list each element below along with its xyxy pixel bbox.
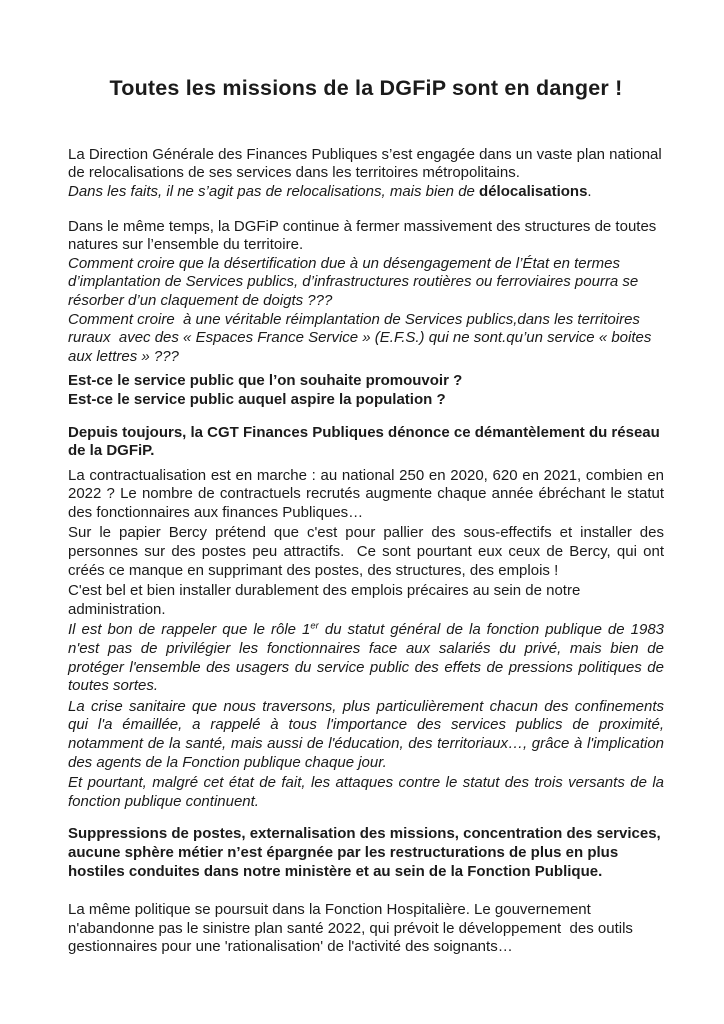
text-run: Suppressions de postes, externalisation des missions, concentration des services, aucune sphère métier n’est épargnée par les restructurations de plus en plus hostiles conduites dans notre ministère et au sein de la Fonction Publique. (68, 825, 661, 880)
paragraph (68, 146, 664, 202)
text-run: Depuis toujours, la CGT Finances Publiques dénonce ce démantèlement du réseau de la DGFiP. (68, 423, 660, 460)
paragraph (68, 372, 664, 409)
paragraph (68, 582, 664, 619)
text-run: Et pourtant, malgré cet état de fait, les attaques contre le statut des trois versants de la fonction publique continuent. (68, 774, 664, 810)
text-run: La crise sanitaire que nous traversons, plus particulièrement chacun des confinements qui l'a émaillée, a rappelé à tous l'importance des services publics de proximité, notamment de la santé, mais aussi de l'éducation, des territoriaux…, grâce à l'implication des agents de la Fonction publique chaque jour. (68, 697, 664, 771)
paragraph (68, 698, 664, 772)
text-run: C'est bel et bien installer durablement des emplois précaires au sein de notre administration. (68, 582, 581, 618)
document-body (68, 146, 664, 957)
paragraph (68, 621, 664, 695)
text-run: Dans le même temps, la DGFiP continue à fermer massivement des structures de toutes natures sur l’ensemble du territoire. (68, 217, 657, 254)
text-run: Comment croire que la désertification due à un désengagement de l’État en termes d’implantation de Services publics, d’infrastructures routières ou ferroviaires pourra se résorber d’un claquement de doigts ??? (68, 254, 639, 309)
paragraph (68, 218, 664, 367)
text-run: La même politique se poursuit dans la Fonction Hospitalière. Le gouvernement n'abandonne pas le sinistre plan santé 2022, qui prévoit le développement des outils gestionnaires pour une 'rationalisation' de l'activité des soignants… (68, 901, 633, 956)
paragraph (68, 524, 664, 580)
document-title: Toutes les missions de la DGFiP sont en danger ! (109, 76, 623, 100)
paragraph (68, 774, 664, 811)
paragraph (68, 467, 664, 523)
text-run: du statut général de la fonction publique de 1983 n'est pas de privilégier les fonctionnaires face aux salariés du privé, mais bien de protéger l'ensemble des usagers du service public des effets de pressions politiques de toutes sortes. (68, 621, 664, 695)
text-run: Dans les faits, il ne s’agit pas de relocalisations, mais bien de (68, 182, 480, 200)
text-run: La Direction Générale des Finances Publiques s’est engagée dans un vaste plan national de relocalisations de ses services dans les territoires métropolitains. (68, 145, 662, 182)
text-run: . (587, 182, 592, 200)
text-run: Sur le papier Bercy prétend que c'est pour pallier des sous-effectifs et installer des personnes sur des postes peu attractifs. Ce sont pourtant eux ceux de Bercy, qui ont créés ce manque en supprimant des postes, des structures, des emplois ! (68, 524, 664, 579)
text-run: er (310, 620, 319, 632)
paragraph (68, 901, 664, 957)
text-run: Est-ce le service public que l’on souhaite promouvoir ? (68, 372, 463, 390)
text-run: délocalisations (479, 182, 588, 200)
text-run: La contractualisation est en marche : au national 250 en 2020, 620 en 2021, combien en 2022 ? Le nombre de contractuels recrutés augmente chaque année ébréchant le statut des fonctionnaires aux finances Publiques… (68, 466, 664, 521)
paragraph (68, 825, 664, 881)
text-run: Comment croire à une véritable réimplantation de Services publics,dans les territoires ruraux avec des « Espaces France Service » (E.F.S.) qui ne sont.qu’un service « boites aux lettres » ??? (68, 310, 652, 365)
text-run: Il est bon de rappeler que le rôle 1 (68, 621, 311, 639)
text-run: Est-ce le service public auquel aspire la population ? (68, 390, 446, 408)
paragraph (68, 424, 664, 461)
